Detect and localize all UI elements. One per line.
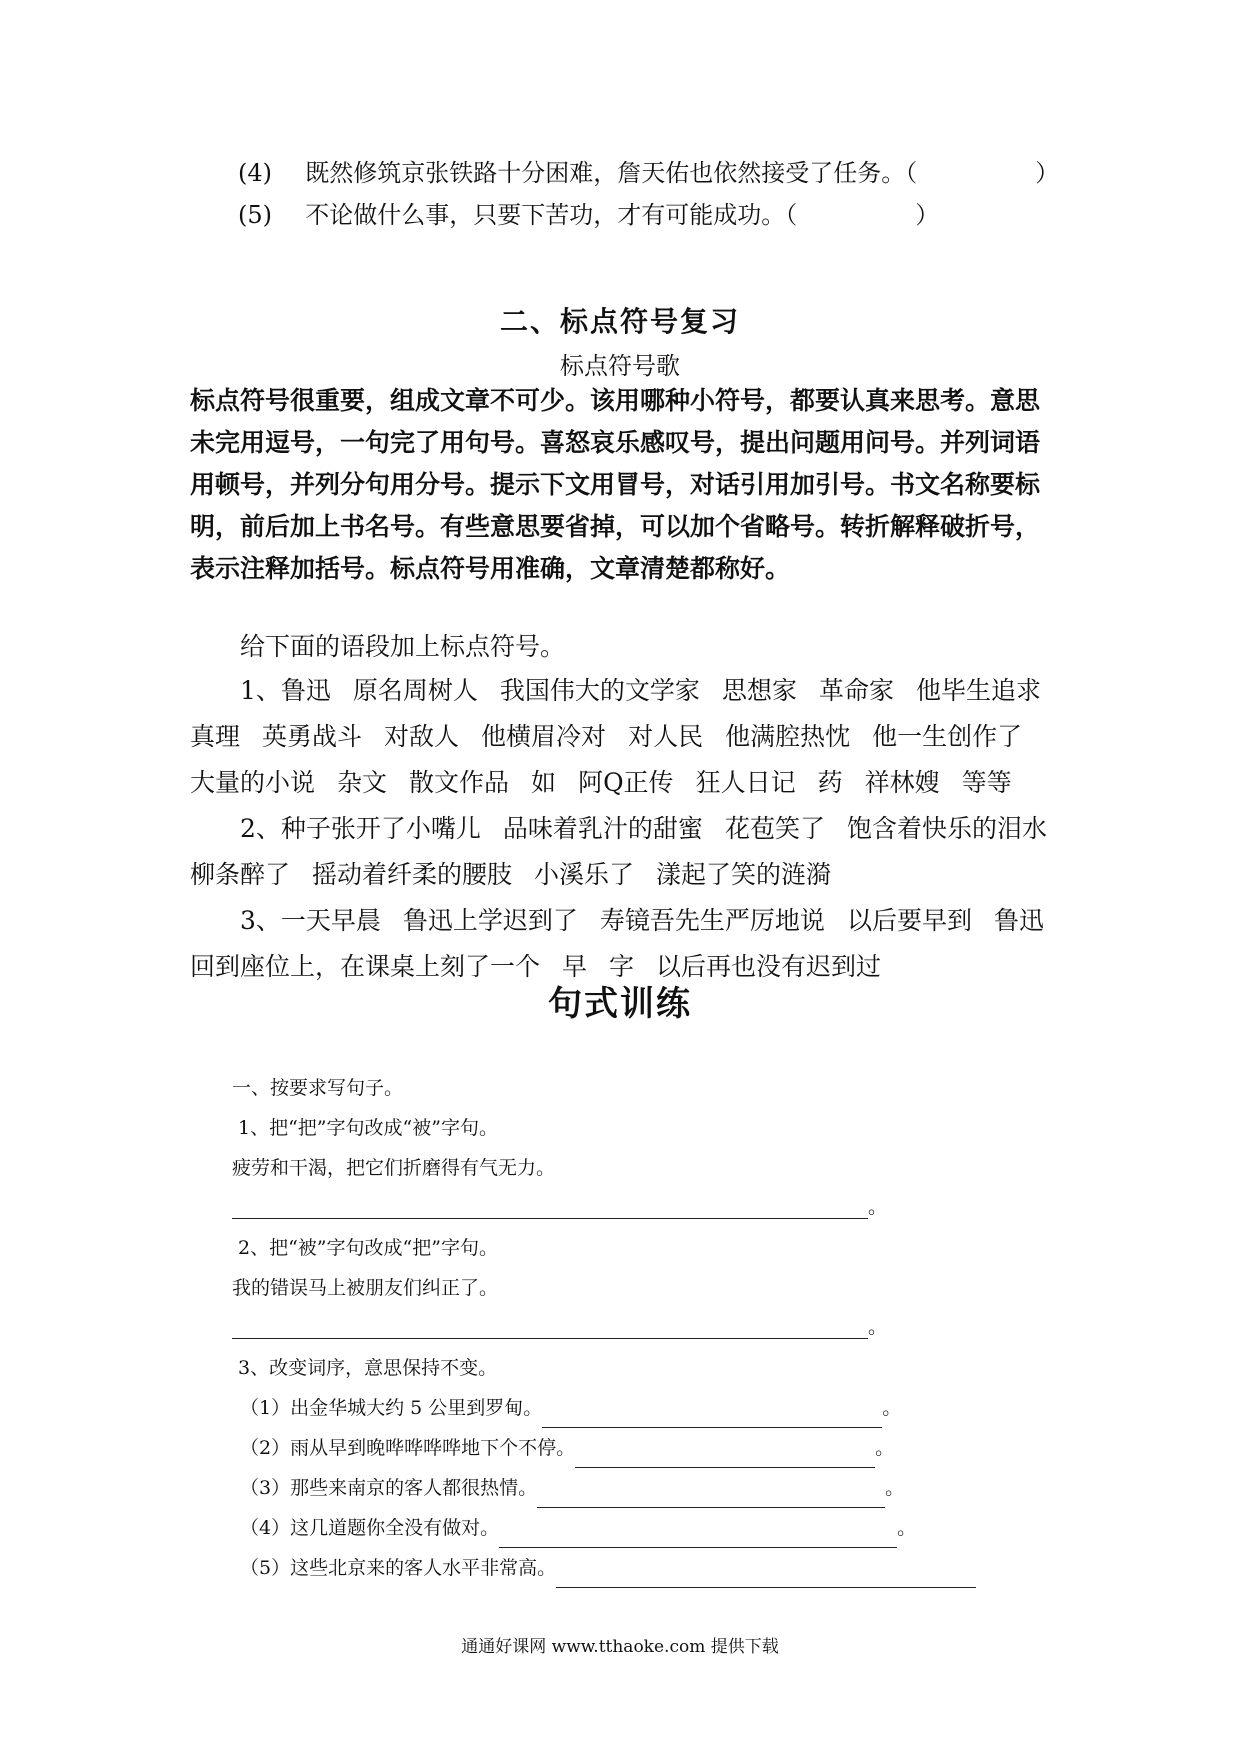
exercise-fragment: 他毕生追求 bbox=[915, 676, 1041, 705]
exercise-fragment: 真理 bbox=[190, 722, 241, 751]
q3-item-text: （1）出金华城大约 5 公里到罗甸。 bbox=[240, 1397, 543, 1419]
exercise-fragment: 对人民 bbox=[628, 722, 704, 751]
exercise-fragment: 2、种子张开了小嘴儿 bbox=[240, 814, 481, 843]
exercise-fragment: 革命家 bbox=[818, 676, 894, 705]
period: 。 bbox=[885, 1477, 905, 1499]
item-text: 既然修筑京张铁路十分困难，詹天佑也依然接受了任务。（ bbox=[305, 159, 918, 187]
q3-item-text: （4）这几道题你全没有做对。 bbox=[240, 1517, 500, 1539]
exercise-fragment: 以后再也没有迟到过 bbox=[656, 952, 882, 981]
exercise-fragment: 思想家 bbox=[721, 676, 797, 705]
exercise-fragment: 柳条醉了 bbox=[190, 860, 291, 889]
q2-prompt: 2、把“被”字句改成“把”字句。 bbox=[238, 1237, 498, 1259]
punct-exercise bbox=[190, 668, 1047, 990]
exercise-fragment: 原名周树人 bbox=[352, 676, 478, 705]
item-number: (5) bbox=[238, 201, 272, 229]
exercise-fragment: 以后要早到 bbox=[846, 906, 972, 935]
item-number: (4) bbox=[238, 159, 272, 187]
q3-item-text: （3）那些来南京的客人都很热情。 bbox=[240, 1477, 538, 1499]
sentence-heading: 一、按要求写句子。 bbox=[232, 1077, 404, 1099]
period: 。 bbox=[875, 1437, 895, 1459]
q1-prompt: 1、把“把”字句改成“被”字句。 bbox=[238, 1117, 498, 1139]
q2-sentence: 我的错误马上被朋友们纠正了。 bbox=[232, 1277, 499, 1299]
exercise-fragment: 对敌人 bbox=[384, 722, 460, 751]
q3-item bbox=[240, 1388, 976, 1428]
exercise-fragment: 鲁迅上学迟到了 bbox=[402, 906, 578, 935]
q3-item bbox=[240, 1508, 976, 1548]
exercise-fragment: 他满腔热忱 bbox=[725, 722, 851, 751]
song-line: 标点符号很重要，组成文章不可少。该用哪种小符号，都要认真来思考。意思 bbox=[190, 386, 1041, 415]
song-line: 未完用逗号，一句完了用句号。喜怒哀乐感叹号，提出问题用问号。并列词语 bbox=[190, 428, 1041, 457]
period: 。 bbox=[897, 1517, 917, 1539]
exercise-fragment: 等等 bbox=[961, 768, 1012, 797]
exercise-fragment: 早 bbox=[562, 952, 588, 981]
q1-answer-line[interactable] bbox=[232, 1192, 868, 1219]
exercise-fragment: 他一生创作了 bbox=[872, 722, 1023, 751]
exercise-fragment: 我国伟大的文学家 bbox=[499, 676, 700, 705]
period: 。 bbox=[868, 1316, 888, 1338]
exercise-fragment: 药 bbox=[817, 768, 843, 797]
exercise-fragment: 大量的小说 bbox=[190, 768, 316, 797]
exercise-fragment: 他横眉冷对 bbox=[481, 722, 607, 751]
exercise-fragment: 散文作品 bbox=[409, 768, 510, 797]
q2-answer-row bbox=[232, 1312, 887, 1339]
exercise-fragment: 字 bbox=[609, 952, 635, 981]
q3-item bbox=[240, 1468, 976, 1508]
exercise-fragment: 寿镜吾先生严厉地说 bbox=[599, 906, 825, 935]
song-line: 用顿号，并列分句用分号。提示下文用冒号，对话引用加引号。书文名称要标 bbox=[190, 470, 1041, 499]
top-item-4 bbox=[238, 152, 1059, 194]
punct-section-title: 二、标点符号复习 bbox=[499, 305, 740, 338]
exercise-line bbox=[190, 852, 1047, 898]
exercise-line bbox=[190, 714, 1047, 760]
exercise-fragment: 花苞笑了 bbox=[724, 814, 825, 843]
exercise-fragment: 祥林嫂 bbox=[864, 768, 940, 797]
exercise-fragment: 如 bbox=[531, 768, 557, 797]
footer-text: 通通好课网 www.tthaoke.com 提供下载 bbox=[461, 1637, 779, 1657]
q3-item-text: （5）这些北京来的客人水平非常高。 bbox=[240, 1557, 557, 1579]
exercise-fragment: 摇动着纤柔的腰肢 bbox=[312, 860, 513, 889]
exercise-line bbox=[190, 668, 1047, 714]
period: 。 bbox=[882, 1397, 902, 1419]
exercise-line bbox=[190, 898, 1047, 944]
exercise-line bbox=[190, 806, 1047, 852]
q1-answer-row bbox=[232, 1192, 887, 1219]
punct-song-subtitle: 标点符号歌 bbox=[560, 352, 680, 380]
q3-answer-line[interactable] bbox=[542, 1401, 882, 1428]
exercise-fragment: 饱含着快乐的泪水 bbox=[846, 814, 1047, 843]
song-line: 明，前后加上书名号。有些意思要省掉，可以加个省略号。转折解释破折号， bbox=[190, 512, 1041, 541]
sentence-section-title: 句式训练 bbox=[548, 984, 692, 1024]
q3-prompt: 3、改变词序，意思保持不变。 bbox=[238, 1357, 498, 1379]
exercise-fragment: 3、一天早晨 bbox=[240, 906, 381, 935]
top-item-5 bbox=[238, 194, 939, 236]
exercise-line bbox=[190, 760, 1047, 806]
exercise-fragment: 漾起了笑的涟漪 bbox=[656, 860, 832, 889]
item-text: 不论做什么事，只要下苦功，才有可能成功。（ bbox=[305, 201, 798, 229]
exercise-fragment: 英勇战斗 bbox=[262, 722, 363, 751]
exercise-fragment: 1、鲁迅 bbox=[240, 676, 331, 705]
exercise-fragment: 回到座位上，在课桌上刻了一个 bbox=[190, 952, 541, 981]
exercise-fragment: 狂人日记 bbox=[695, 768, 796, 797]
song-line: 表示注释加括号。标点符号用准确，文章清楚都称好。 bbox=[190, 554, 791, 583]
punct-song-text bbox=[190, 380, 1040, 590]
q3-item-text: （2）雨从早到晚哗哗哗哗地下个不停。 bbox=[240, 1437, 576, 1459]
q3-answer-line[interactable] bbox=[537, 1481, 885, 1508]
exercise-fragment: 杂文 bbox=[337, 768, 388, 797]
q1-sentence: 疲劳和干渴，把它们折磨得有气无力。 bbox=[232, 1157, 556, 1179]
q3-answer-line[interactable] bbox=[499, 1521, 897, 1548]
q2-answer-line[interactable] bbox=[232, 1312, 868, 1339]
item-close-paren: ） bbox=[1035, 159, 1060, 187]
q3-item bbox=[240, 1428, 976, 1468]
q3-item bbox=[240, 1548, 976, 1588]
punct-instruction: 给下面的语段加上标点符号。 bbox=[240, 632, 566, 661]
item-close-paren: ） bbox=[915, 201, 940, 229]
q3-items bbox=[240, 1388, 976, 1588]
period: 。 bbox=[868, 1196, 888, 1218]
q3-answer-line[interactable] bbox=[575, 1441, 875, 1468]
exercise-fragment: 品味着乳汁的甜蜜 bbox=[502, 814, 703, 843]
q3-answer-line[interactable] bbox=[556, 1561, 976, 1588]
exercise-fragment: 小溪乐了 bbox=[534, 860, 635, 889]
exercise-fragment: 阿Q正传 bbox=[578, 768, 674, 797]
exercise-fragment: 鲁迅 bbox=[993, 906, 1044, 935]
